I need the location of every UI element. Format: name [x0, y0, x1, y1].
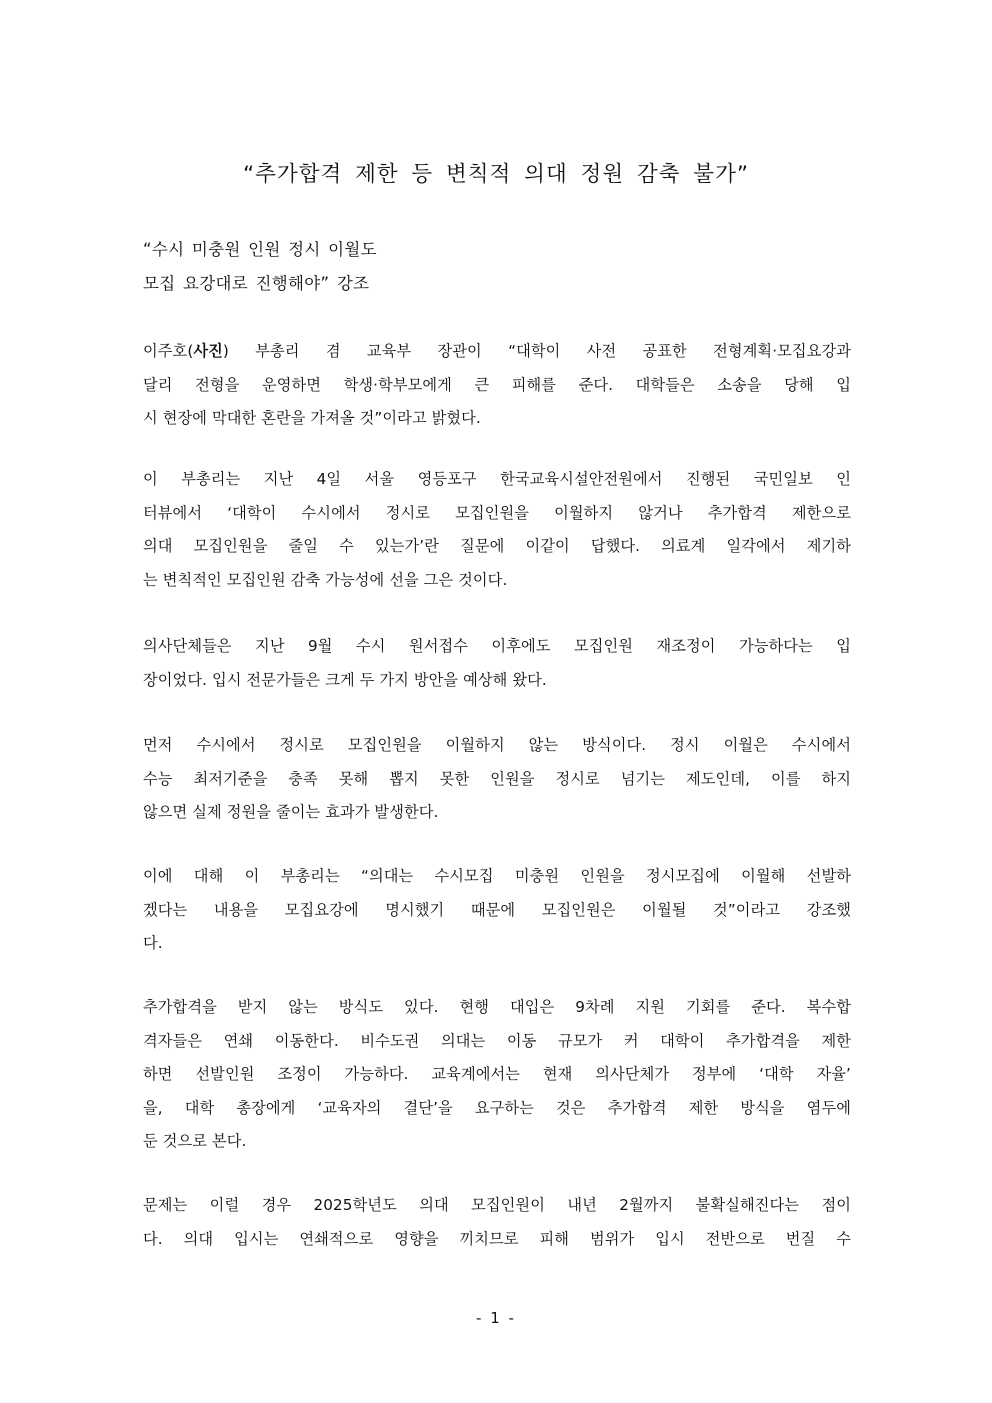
- text-span: 이주호(: [143, 342, 194, 360]
- page-number: - 1 -: [476, 1309, 516, 1327]
- paragraph: [143, 860, 851, 961]
- paragraph-line: 하면 선발인원 조정이 가능하다. 교육계에서는 현재 의사단체가 정부에 ‘대학 자율’: [143, 1065, 851, 1083]
- paragraph-line: 는 변칙적인 모집인원 감축 가능성에 선을 그은 것이다.: [143, 570, 508, 589]
- paragraph-line: 않으면 실제 정원을 줄이는 효과가 발생한다.: [143, 803, 439, 821]
- paragraph: [143, 729, 851, 830]
- article-subtitle: [143, 233, 843, 301]
- paragraph-line: 추가합격을 받지 않는 방식도 있다. 현행 대입은 9차례 지원 기회를 준다. 복수합: [143, 998, 851, 1016]
- article-title: “추가합격 제한 등 변칙적 의대 정원 감축 불가”: [243, 162, 749, 187]
- paragraph-line: 시 현장에 막대한 혼란을 가져올 것”이라고 밝혔다.: [143, 409, 481, 427]
- paragraph-line: 수능 최저기준을 충족 못해 뽑지 못한 인원을 정시로 넘기는 제도인데, 이를 하지: [143, 769, 851, 788]
- paragraph-line: 장이었다. 입시 전문가들은 크게 두 가지 방안을 예상해 왔다.: [143, 670, 547, 689]
- paragraph-line: 겠다는 내용을 모집요강에 명시했기 때문에 모집인원은 이월될 것”이라고 강조했: [143, 900, 851, 919]
- paragraph: [143, 335, 851, 436]
- paragraph-line: 이 부총리는 지난 4일 서울 영등포구 한국교육시설안전원에서 진행된 국민일보 인: [143, 470, 851, 488]
- paragraph-line: 달리 전형을 운영하면 학생·학부모에게 큰 피해를 준다. 대학들은 소송을 당해 입: [143, 375, 851, 394]
- paragraph-line: 다. 의대 입시는 연쇄적으로 영향을 끼치므로 피해 범위가 입시 전반으로 번질 수: [143, 1229, 851, 1248]
- paragraph-line: 의사단체들은 지난 9월 수시 원서접수 이후에도 모집인원 재조정이 가능하다는 입: [143, 637, 851, 655]
- subtitle-line: 모집 요강대로 진행해야” 강조: [143, 274, 370, 293]
- paragraph-line: 이에 대해 이 부총리는 “의대는 수시모집 미충원 인원을 정시모집에 이월해 선발하: [143, 867, 851, 885]
- paragraph-line: 다.: [143, 934, 163, 952]
- paragraph-line: 먼저 수시에서 정시로 모집인원을 이월하지 않는 방식이다. 정시 이월은 수시에서: [143, 736, 851, 754]
- paragraph-line: 둔 것으로 본다.: [143, 1132, 247, 1150]
- photo-caption-marker: 사진: [193, 342, 223, 360]
- subtitle-line: “수시 미충원 인원 정시 이월도: [143, 240, 377, 259]
- paragraph-line: 격자들은 연쇄 이동한다. 비수도권 의대는 이동 규모가 커 대학이 추가합격을 제한: [143, 1031, 851, 1050]
- paragraph: [143, 630, 851, 697]
- paragraph-line: 터뷰에서 ‘대학이 수시에서 정시로 모집인원을 이월하지 않거나 추가합격 제한으로: [143, 503, 851, 522]
- text-span: ) 부총리 겸 교육부 장관이 “대학이 사전 공표한 전형계획·모집요강과: [222, 342, 851, 360]
- paragraph: [143, 1189, 851, 1256]
- paragraph-line: 문제는 이럴 경우 2025학년도 의대 모집인원이 내년 2월까지 불확실해진다는 점이: [143, 1196, 851, 1214]
- paragraph: [143, 463, 851, 597]
- paragraph-line: 을, 대학 총장에게 ‘교육자의 결단’을 요구하는 것은 추가합격 제한 방식을 염두에: [143, 1098, 851, 1117]
- paragraph-line: 의대 모집인원을 줄일 수 있는가’란 질문에 이같이 답했다. 의료계 일각에서 제기하: [143, 537, 851, 555]
- paragraph-line: [143, 335, 851, 369]
- paragraph: [143, 991, 851, 1159]
